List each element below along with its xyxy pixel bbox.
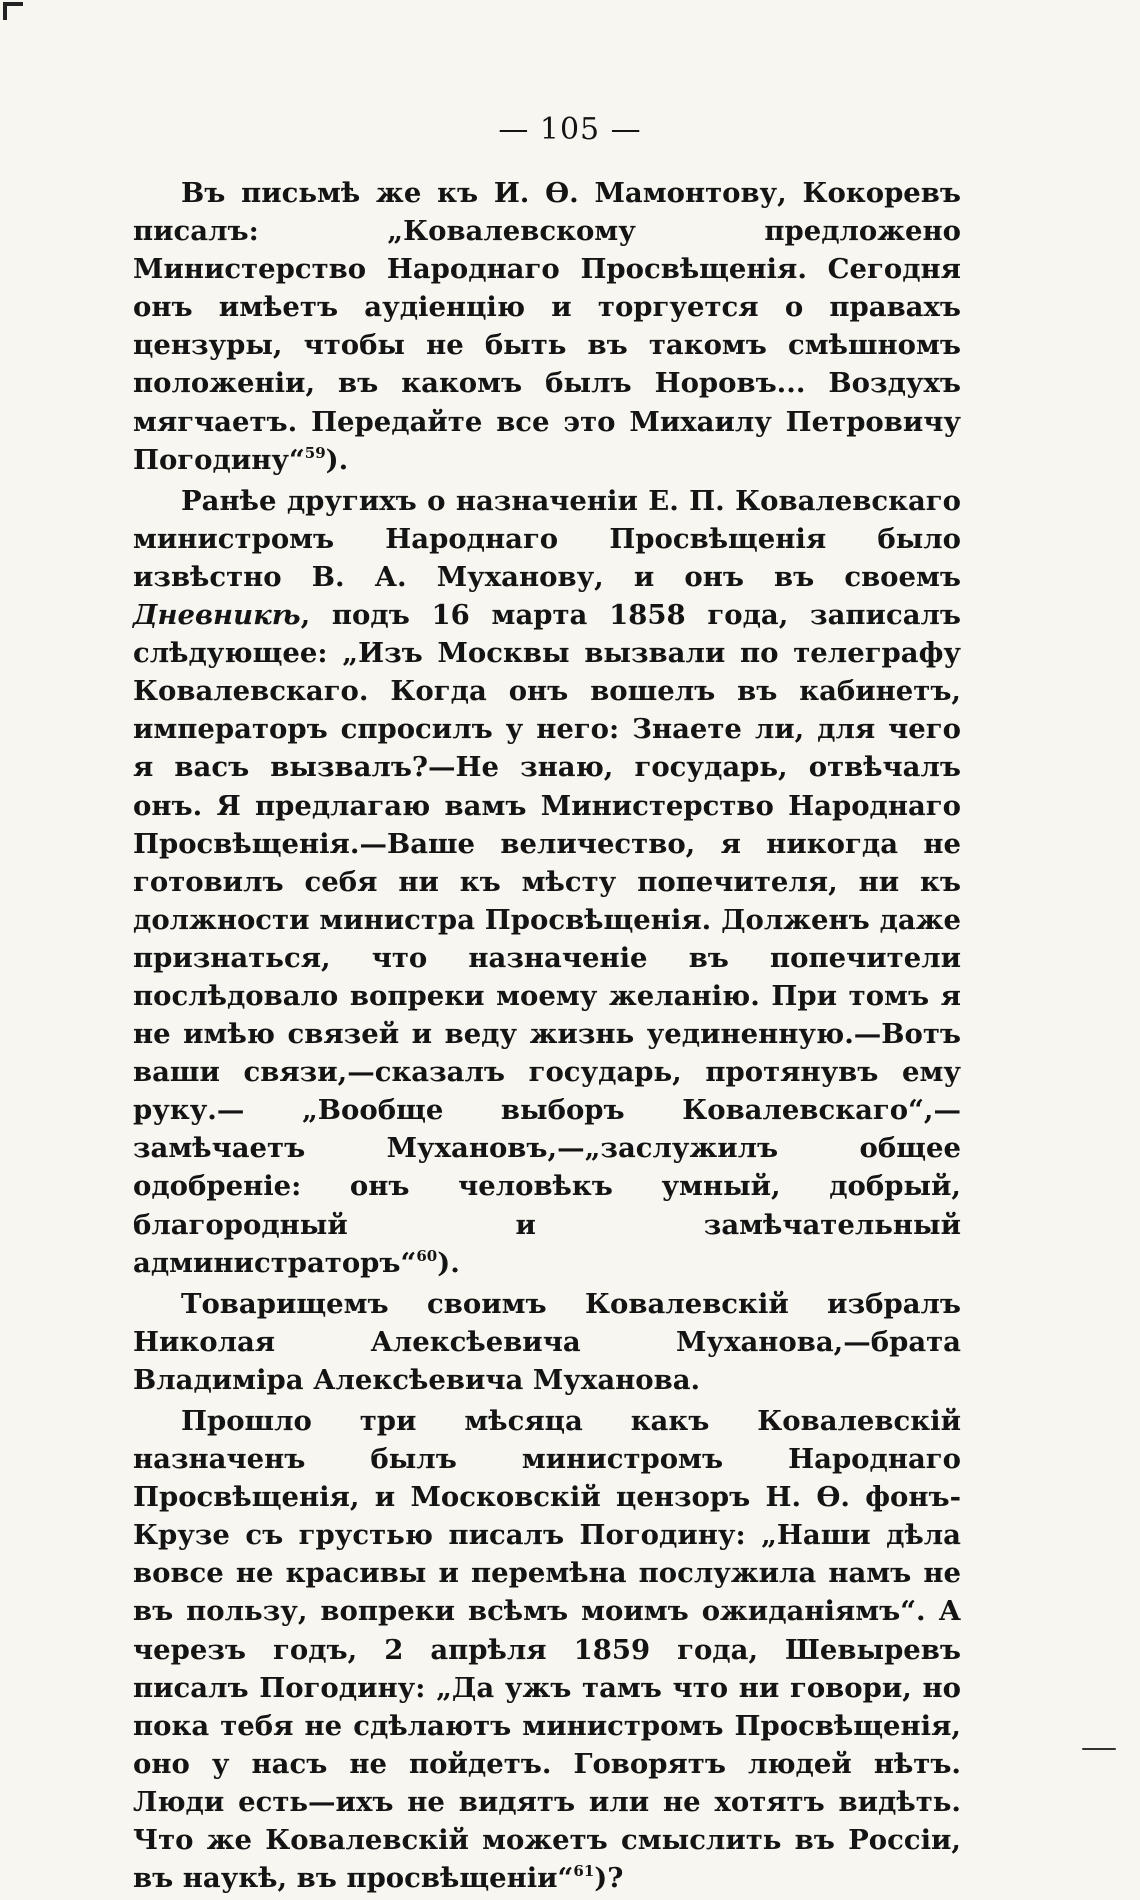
footnote-ref-61: 61 bbox=[573, 1862, 595, 1881]
text-run: ). bbox=[437, 1246, 460, 1279]
footnote-ref-59: 59 bbox=[304, 443, 326, 462]
paragraph bbox=[133, 482, 961, 1282]
text-run: , подъ 16 марта 1858 года, записалъ слѣдующее: „Изъ Москвы вызвали по телеграфу Ковалевскаго. Когда онъ вошелъ въ кабинетъ, императоръ спросилъ у него: Знаете ли, для чего я васъ вызвалъ?—Не знаю, государь, отвѣчалъ онъ. Я предлагаю вамъ Министерство Народнаго Просвѣщенія.—Ваше величество, я никогда не готовилъ себя ни къ мѣсту попечителя, ни къ должности министра Просвѣщенія. Долженъ даже признаться, что назначеніе въ попечители послѣдовало вопреки моему желанію. При томъ я не имѣю связей и веду жизнь уединенную.—Вотъ ваши связи,—сказалъ государь, протянувъ ему руку.— „Вообще выборъ Ковалевскаго“,—замѣчаетъ Мухановъ,—„заслужилъ общее одобреніе: онъ человѣкъ умный, добрый, благородный и замѣчательный администраторъ“ bbox=[133, 599, 961, 1279]
text-run: Въ письмѣ же къ И. Ѳ. Мамонтову, Кокоревъ писалъ: „Ковалевскому предложено Министерство Народнаго Просвѣщенія. Сегодня онъ имѣетъ аудіенцію и торгуется о правахъ цензуры, чтобы не быть въ такомъ смѣшномъ положеніи, въ какомъ былъ Норовъ... Воздухъ мягчаетъ. Передайте все это Михаилу Петровичу Погодину“ bbox=[133, 177, 961, 476]
paragraph bbox=[133, 174, 961, 479]
text-run: Товарищемъ своимъ Ковалевскій избралъ Николая Алексѣевича Муханова,—брата Владиміра Алексѣевича Муханова. bbox=[133, 1287, 961, 1396]
text-run: )? bbox=[594, 1862, 624, 1895]
page-number: — 105 — bbox=[498, 112, 642, 147]
text-run: Ранѣе другихъ о назначеніи Е. П. Ковалевскаго министромъ Народнаго Просвѣщенія было извѣстно В. А. Муханову, и онъ въ своемъ bbox=[133, 484, 961, 593]
paragraph bbox=[133, 1285, 961, 1399]
footnote-ref-60: 60 bbox=[416, 1246, 438, 1265]
scan-edge-mark bbox=[1082, 1748, 1116, 1750]
scan-corner-mark bbox=[3, 2, 23, 20]
text-run: Прошло три мѣсяца какъ Ковалевскій назначенъ былъ министромъ Народнаго Просвѣщенія, и Московскій цензоръ Н. Ѳ. фонъ-Крузе съ грустью писалъ Погодину: „Наши дѣла вовсе не красивы и перемѣна послужила намъ не въ пользу, вопреки всѣмъ моимъ ожиданіямъ“. А черезъ годъ, 2 апрѣля 1859 года, Шевыревъ писалъ Погодину: „Да ужъ тамъ что ни говори, но пока тебя не сдѣлаютъ министромъ Просвѣщенія, оно у насъ не пойдетъ. Говорятъ людей нѣтъ. Люди есть—ихъ не видятъ или не хотятъ видѣть. Что же Ковалевскій можетъ смыслить въ Россіи, въ наукѣ, въ просвѣщеніи“ bbox=[133, 1405, 961, 1895]
text-run: ). bbox=[325, 443, 349, 476]
body-text bbox=[133, 174, 961, 1900]
italic-title: Дневникѣ bbox=[133, 599, 301, 632]
paragraph bbox=[133, 1402, 961, 1897]
